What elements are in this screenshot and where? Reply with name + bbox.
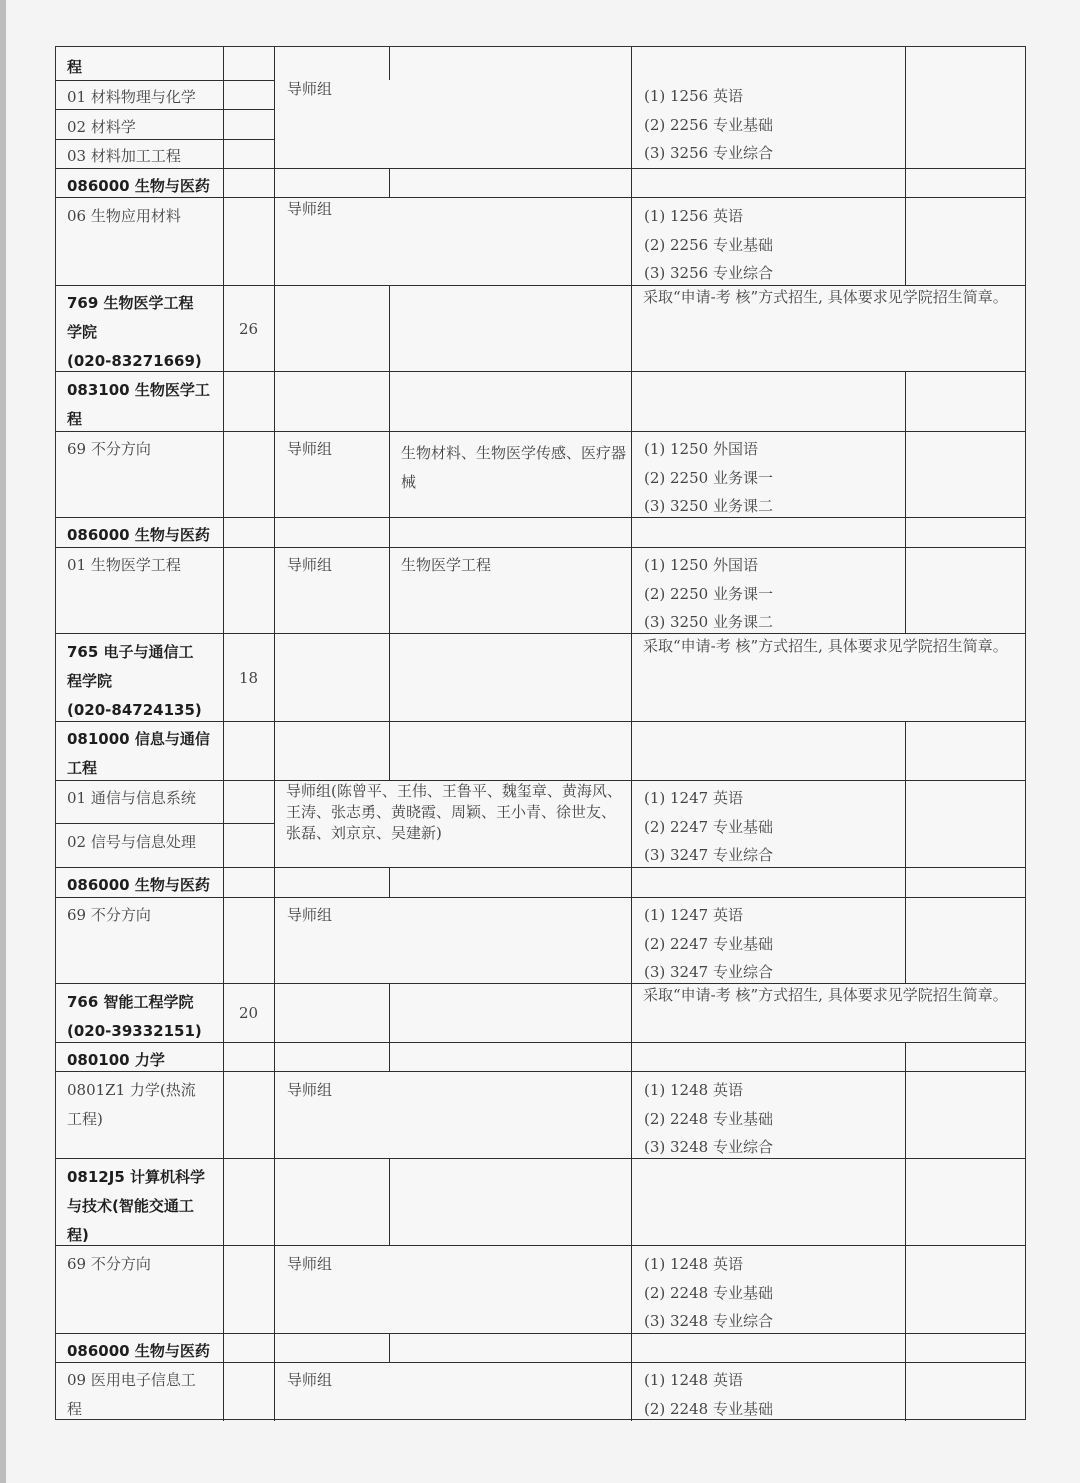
row-divider bbox=[56, 867, 1026, 868]
supervisor-cell: 导师组 bbox=[287, 80, 333, 98]
row-divider bbox=[56, 168, 1026, 169]
column-divider bbox=[274, 431, 275, 517]
row-divider bbox=[56, 431, 1026, 432]
exam-subject: (1) 1250 外国语 bbox=[644, 440, 758, 458]
column-divider bbox=[905, 1333, 906, 1362]
column-divider bbox=[905, 431, 906, 517]
column-divider bbox=[223, 371, 224, 431]
program-cell: 03 材料加工工程 bbox=[67, 147, 181, 165]
supervisor-cell: 导师组 bbox=[287, 200, 333, 218]
supervisor-cell: 导师组 bbox=[287, 906, 333, 924]
column-divider bbox=[631, 721, 632, 780]
exam-subject: (2) 2250 业务课一 bbox=[644, 468, 773, 487]
quota-number: 18 bbox=[238, 669, 259, 687]
exam-subject: (3) 3250 业务课二 bbox=[644, 613, 773, 631]
column-divider bbox=[631, 1362, 632, 1421]
column-divider bbox=[631, 371, 632, 431]
column-divider bbox=[274, 897, 275, 983]
program-cell: 01 材料物理与化学 bbox=[67, 88, 196, 106]
column-divider bbox=[389, 721, 390, 780]
program-cell: 69 不分方向 bbox=[67, 440, 151, 458]
column-divider bbox=[223, 517, 224, 547]
column-divider bbox=[389, 285, 390, 371]
exam-subject: (1) 1248 英语 bbox=[644, 1255, 743, 1273]
row-divider bbox=[56, 633, 1026, 634]
exam-subject: (3) 3247 专业综合 bbox=[644, 963, 773, 981]
quota-number: 20 bbox=[238, 1004, 259, 1022]
program-cell: 02 信号与信息处理 bbox=[67, 833, 196, 851]
exam-subject: (2) 2248 专业基础 bbox=[644, 1109, 773, 1128]
column-divider bbox=[905, 517, 906, 547]
column-divider bbox=[274, 80, 275, 168]
column-divider bbox=[389, 168, 390, 197]
column-divider bbox=[631, 547, 632, 633]
program-cell: 程) bbox=[67, 1226, 89, 1244]
row-divider bbox=[56, 1245, 1026, 1246]
column-divider bbox=[223, 1333, 224, 1362]
column-divider bbox=[631, 1042, 632, 1071]
program-cell: 0812J5 计算机科学 bbox=[67, 1168, 205, 1186]
quota-number: 26 bbox=[238, 320, 259, 338]
column-divider bbox=[274, 547, 275, 633]
row-divider bbox=[56, 1071, 1026, 1072]
program-cell: 086000 生物与医药 bbox=[67, 177, 210, 195]
column-divider bbox=[389, 1333, 390, 1362]
program-cell: 086000 生物与医药 bbox=[67, 1342, 210, 1360]
column-divider bbox=[274, 780, 275, 867]
column-divider bbox=[905, 1158, 906, 1245]
exam-subject: (3) 3247 专业综合 bbox=[644, 846, 773, 864]
column-divider bbox=[223, 168, 224, 197]
application-note: 采取“申请-考 核”方式招生, 具体要求见学院招生简章。 bbox=[643, 986, 1008, 1004]
column-divider bbox=[905, 721, 906, 780]
program-cell: 程 bbox=[67, 410, 83, 428]
column-divider bbox=[631, 1071, 632, 1158]
column-divider bbox=[223, 431, 224, 517]
program-cell: 083100 生物医学工 bbox=[67, 381, 210, 399]
program-cell: 086000 生物与医药 bbox=[67, 526, 210, 544]
column-divider bbox=[389, 983, 390, 1042]
application-note: 采取“申请-考 核”方式招生, 具体要求见学院招生简章。 bbox=[643, 288, 1008, 306]
program-cell: 与技术(智能交通工 bbox=[67, 1197, 194, 1215]
program-cell: (020-84724135) bbox=[67, 701, 202, 719]
program-cell: 765 电子与通信工 bbox=[67, 643, 194, 661]
column-divider bbox=[905, 1245, 906, 1333]
column-divider bbox=[631, 1333, 632, 1362]
column-divider bbox=[274, 1333, 275, 1362]
column-divider bbox=[905, 197, 906, 285]
column-divider bbox=[223, 197, 224, 285]
column-divider bbox=[631, 780, 632, 867]
column-divider bbox=[223, 1245, 224, 1333]
column-divider bbox=[905, 867, 906, 897]
column-divider bbox=[223, 1071, 224, 1158]
column-divider bbox=[905, 168, 906, 197]
column-divider bbox=[274, 1042, 275, 1071]
column-divider bbox=[223, 721, 224, 780]
column-divider bbox=[274, 371, 275, 431]
column-divider bbox=[905, 897, 906, 983]
column-divider bbox=[905, 780, 906, 867]
exam-subject: (3) 3256 专业综合 bbox=[644, 144, 773, 162]
exam-subject: (3) 3256 专业综合 bbox=[644, 264, 773, 282]
column-divider bbox=[905, 1042, 906, 1071]
column-divider bbox=[631, 867, 632, 897]
column-divider bbox=[631, 168, 632, 197]
program-cell: 01 生物医学工程 bbox=[67, 556, 181, 574]
column-divider bbox=[631, 1158, 632, 1245]
column-divider bbox=[631, 80, 632, 168]
research-direction: 生物材料、生物医学传感、医疗器械 bbox=[401, 444, 627, 491]
column-divider bbox=[389, 517, 390, 547]
column-divider bbox=[631, 897, 632, 983]
exam-subject: (1) 1256 英语 bbox=[644, 87, 743, 105]
column-divider bbox=[274, 633, 275, 721]
program-cell: 080100 力学 bbox=[67, 1051, 165, 1069]
column-divider bbox=[631, 285, 632, 371]
column-divider bbox=[223, 47, 224, 80]
column-divider bbox=[274, 1245, 275, 1333]
program-cell: 程学院 bbox=[67, 672, 113, 690]
exam-subject: (1) 1250 外国语 bbox=[644, 556, 758, 574]
program-cell: 0801Z1 力学(热流 bbox=[67, 1081, 196, 1099]
row-divider bbox=[56, 983, 1026, 984]
column-divider bbox=[223, 1042, 224, 1071]
column-divider bbox=[389, 547, 390, 633]
column-divider bbox=[274, 867, 275, 897]
row-divider bbox=[56, 80, 274, 81]
program-cell: 766 智能工程学院 bbox=[67, 993, 194, 1011]
exam-subject: (1) 1256 英语 bbox=[644, 207, 743, 225]
column-divider bbox=[631, 431, 632, 517]
column-divider bbox=[223, 1158, 224, 1245]
column-divider bbox=[905, 47, 906, 80]
application-note: 采取“申请-考 核”方式招生, 具体要求见学院招生简章。 bbox=[643, 637, 1008, 655]
column-divider bbox=[274, 721, 275, 780]
column-divider bbox=[389, 1042, 390, 1071]
column-divider bbox=[905, 1362, 906, 1421]
column-divider bbox=[389, 1158, 390, 1245]
exam-subject: (3) 3248 专业综合 bbox=[644, 1138, 773, 1156]
exam-subject: (2) 2247 专业基础 bbox=[644, 817, 773, 836]
column-divider bbox=[274, 197, 275, 285]
supervisor-cell: 导师组 bbox=[287, 1255, 333, 1273]
column-divider bbox=[631, 197, 632, 285]
row-divider bbox=[56, 1158, 1026, 1159]
exam-subject: (2) 2256 专业基础 bbox=[644, 235, 773, 254]
supervisor-cell: 导师组 bbox=[287, 1371, 333, 1389]
page-edge-shadow bbox=[0, 0, 6, 1483]
column-divider bbox=[631, 517, 632, 547]
column-divider bbox=[274, 168, 275, 197]
program-cell: 06 生物应用材料 bbox=[67, 207, 181, 225]
exam-subject: (2) 2248 专业基础 bbox=[644, 1399, 773, 1418]
exam-subject: (3) 3248 专业综合 bbox=[644, 1312, 773, 1330]
program-cell: (020-39332151) bbox=[67, 1022, 202, 1040]
column-divider bbox=[274, 47, 275, 80]
exam-subject: (1) 1247 英语 bbox=[644, 789, 743, 807]
column-divider bbox=[389, 431, 390, 517]
column-divider bbox=[389, 867, 390, 897]
program-cell: 工程) bbox=[67, 1110, 103, 1128]
program-cell: 69 不分方向 bbox=[67, 1255, 151, 1273]
exam-subject: (1) 1248 英语 bbox=[644, 1081, 743, 1099]
column-divider bbox=[223, 80, 224, 168]
column-divider bbox=[274, 1071, 275, 1158]
supervisor-cell: 导师组 bbox=[287, 556, 333, 574]
exam-subject: (2) 2250 业务课一 bbox=[644, 584, 773, 603]
program-cell: 09 医用电子信息工 bbox=[67, 1371, 196, 1389]
column-divider bbox=[631, 47, 632, 80]
admissions-table bbox=[55, 46, 1026, 1420]
supervisor-cell: 导师组 bbox=[287, 1081, 333, 1099]
supervisor-cell: 导师组 bbox=[287, 440, 333, 458]
column-divider bbox=[905, 80, 906, 168]
column-divider bbox=[223, 897, 224, 983]
column-divider bbox=[389, 633, 390, 721]
row-divider bbox=[56, 823, 274, 824]
exam-subject: (3) 3250 业务课二 bbox=[644, 497, 773, 515]
column-divider bbox=[223, 547, 224, 633]
column-divider bbox=[905, 547, 906, 633]
program-cell: 程 bbox=[67, 1400, 83, 1418]
row-divider bbox=[56, 285, 1026, 286]
row-heading-continued: 程 bbox=[67, 58, 83, 76]
program-cell: (020-83271669) bbox=[67, 352, 202, 370]
column-divider bbox=[274, 1158, 275, 1245]
column-divider bbox=[631, 983, 632, 1042]
column-divider bbox=[274, 983, 275, 1042]
program-cell: 69 不分方向 bbox=[67, 906, 151, 924]
column-divider bbox=[905, 1071, 906, 1158]
exam-subject: (2) 2248 专业基础 bbox=[644, 1283, 773, 1302]
supervisor-list: 导师组(陈曾平、王伟、王鲁平、魏玺章、黄海风、王涛、张志勇、黄晓霞、周颖、王小青、徐世友、张磊、刘京京、吴建新) bbox=[286, 782, 622, 842]
column-divider bbox=[631, 1245, 632, 1333]
row-divider bbox=[56, 1333, 1026, 1334]
exam-subject: (1) 1247 英语 bbox=[644, 906, 743, 924]
program-cell: 081000 信息与通信 bbox=[67, 730, 210, 748]
column-divider bbox=[223, 1362, 224, 1421]
program-cell: 学院 bbox=[67, 323, 98, 341]
column-divider bbox=[389, 47, 390, 80]
column-divider bbox=[274, 1362, 275, 1421]
column-divider bbox=[223, 867, 224, 897]
exam-subject: (1) 1248 英语 bbox=[644, 1371, 743, 1389]
program-cell: 086000 生物与医药 bbox=[67, 876, 210, 894]
column-divider bbox=[905, 371, 906, 431]
program-cell: 02 材料学 bbox=[67, 118, 136, 136]
column-divider bbox=[389, 371, 390, 431]
program-cell: 769 生物医学工程 bbox=[67, 294, 194, 312]
research-direction: 生物医学工程 bbox=[401, 556, 492, 574]
exam-subject: (2) 2256 专业基础 bbox=[644, 115, 773, 134]
program-cell: 01 通信与信息系统 bbox=[67, 789, 196, 807]
column-divider bbox=[223, 780, 224, 867]
exam-subject: (2) 2247 专业基础 bbox=[644, 934, 773, 953]
column-divider bbox=[274, 285, 275, 371]
program-cell: 工程 bbox=[67, 759, 98, 777]
row-divider bbox=[56, 517, 1026, 518]
column-divider bbox=[631, 633, 632, 721]
column-divider bbox=[274, 517, 275, 547]
